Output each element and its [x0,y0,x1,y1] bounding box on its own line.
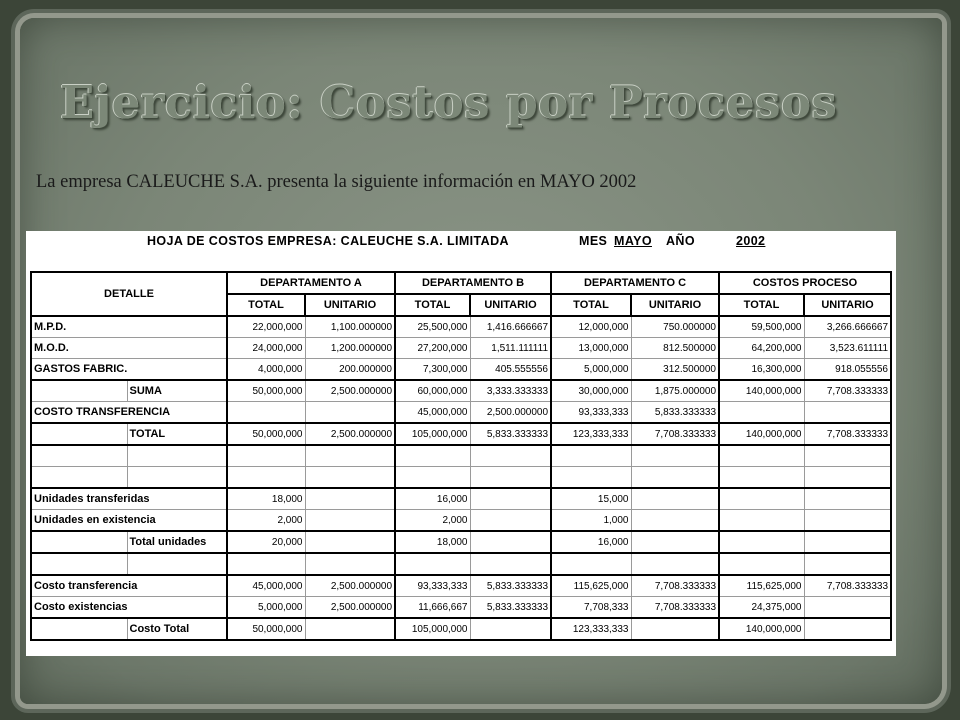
row-label: GASTOS FABRIC. [31,359,227,381]
table-cell [804,445,891,467]
row-label: Unidades transferidas [31,488,227,510]
table-cell: 50,000,000 [227,423,305,445]
table-row [31,402,891,424]
table-cell: 50,000,000 [227,618,305,640]
table-row [31,423,891,445]
table-cell [470,553,551,575]
table-cell: 7,708.333333 [631,597,719,619]
table-cell: 2,500.000000 [305,423,395,445]
table-cell: 1,000 [551,510,631,532]
table-row [31,380,891,402]
table-cell [804,402,891,424]
table-row [31,575,891,597]
sub-header: UNITARIO [631,294,719,316]
table-cell [719,531,804,553]
table-cell [719,445,804,467]
table-cell: 750.000000 [631,316,719,338]
sub-header: UNITARIO [470,294,551,316]
table-cell [804,467,891,489]
table-cell: 24,375,000 [719,597,804,619]
table-cell: 20,000 [227,531,305,553]
table-row [31,618,891,640]
cost-table-body [31,316,891,640]
table-cell: 5,833.333333 [470,597,551,619]
table-cell [305,531,395,553]
table-cell: 2,000 [395,510,470,532]
table-cell [551,467,631,489]
table-cell: 64,200,000 [719,338,804,359]
table-cell: 93,333,333 [551,402,631,424]
row-label: Costo existencias [31,597,227,619]
group-header: DEPARTAMENTO C [551,272,719,294]
table-cell [227,402,305,424]
row-sublabel: Costo Total [127,618,227,640]
table-row [31,445,891,467]
sub-header: UNITARIO [804,294,891,316]
table-cell [305,402,395,424]
table-cell [719,402,804,424]
table-cell [551,445,631,467]
table-cell: 140,000,000 [719,380,804,402]
table-row [31,488,891,510]
table-cell: 7,708.333333 [631,575,719,597]
table-cell [395,467,470,489]
table-cell: 7,708.333333 [804,423,891,445]
table-cell [305,618,395,640]
table-cell: 11,666,667 [395,597,470,619]
table-cell [395,445,470,467]
table-cell: 200.000000 [305,359,395,381]
table-cell: 1,100.000000 [305,316,395,338]
table-cell [227,467,305,489]
table-cell: 13,000,000 [551,338,631,359]
row-sublabel [127,467,227,489]
table-cell: 5,000,000 [227,597,305,619]
row-label: Costo transferencia [31,575,227,597]
table-cell [305,488,395,510]
table-cell: 140,000,000 [719,618,804,640]
sub-header: TOTAL [551,294,631,316]
table-cell: 5,833.333333 [470,575,551,597]
table-cell: 15,000 [551,488,631,510]
table-cell [395,553,470,575]
table-cell: 123,333,333 [551,423,631,445]
sub-header: UNITARIO [305,294,395,316]
table-cell [631,445,719,467]
table-cell [470,531,551,553]
table-row [31,338,891,359]
sheet-heading: HOJA DE COSTOS EMPRESA: CALEUCHE S.A. LIMITADA [147,234,509,248]
slide-title: Ejercicio: Costos por Procesos [60,76,838,129]
row-label: COSTO TRANSFERENCIA [31,402,227,424]
row-label [31,618,127,640]
mes-value: MAYO [614,234,652,248]
table-row [31,359,891,381]
table-cell [305,467,395,489]
table-cell: 12,000,000 [551,316,631,338]
row-label [31,380,127,402]
table-cell [305,510,395,532]
table-cell: 7,708.333333 [804,575,891,597]
table-cell: 2,000 [227,510,305,532]
row-label [31,531,127,553]
table-cell [470,467,551,489]
table-cell: 7,708,333 [551,597,631,619]
slide-subtitle: La empresa CALEUCHE S.A. presenta la siguiente información en MAYO 2002 [36,172,637,192]
table-cell [470,488,551,510]
cost-table [30,271,892,641]
table-cell: 7,708.333333 [804,380,891,402]
table-row [31,531,891,553]
row-sublabel: TOTAL [127,423,227,445]
table-cell: 45,000,000 [395,402,470,424]
table-cell: 105,000,000 [395,423,470,445]
table-cell: 25,500,000 [395,316,470,338]
row-label [31,553,127,575]
row-sublabel: SUMA [127,380,227,402]
table-cell: 812.500000 [631,338,719,359]
row-label: M.O.D. [31,338,227,359]
row-sublabel: Total unidades [127,531,227,553]
table-cell [719,467,804,489]
row-sublabel [127,553,227,575]
table-cell [631,467,719,489]
table-cell [631,553,719,575]
table-cell: 1,416.666667 [470,316,551,338]
table-cell [804,597,891,619]
table-cell [804,488,891,510]
table-cell: 2,500.000000 [470,402,551,424]
table-cell [305,445,395,467]
table-cell: 2,500.000000 [305,597,395,619]
table-cell: 27,200,000 [395,338,470,359]
detalle-header: DETALLE [31,272,227,316]
table-cell: 140,000,000 [719,423,804,445]
table-cell: 7,300,000 [395,359,470,381]
table-cell: 22,000,000 [227,316,305,338]
table-cell [804,618,891,640]
table-cell: 5,000,000 [551,359,631,381]
table-row [31,510,891,532]
table-cell [804,510,891,532]
table-cell: 7,708.333333 [631,423,719,445]
table-cell: 405.555556 [470,359,551,381]
table-cell [470,510,551,532]
table-cell [470,445,551,467]
table-cell [305,553,395,575]
table-cell: 123,333,333 [551,618,631,640]
table-cell: 59,500,000 [719,316,804,338]
table-cell: 918.055556 [804,359,891,381]
table-cell: 3,333.333333 [470,380,551,402]
table-cell: 18,000 [395,531,470,553]
sheet-header [26,231,896,269]
table-cell: 2,500.000000 [305,575,395,597]
table-cell [719,488,804,510]
table-cell: 5,833.333333 [631,402,719,424]
table-cell: 1,200.000000 [305,338,395,359]
table-cell [804,531,891,553]
table-cell: 50,000,000 [227,380,305,402]
group-header: DEPARTAMENTO A [227,272,395,294]
table-cell: 24,000,000 [227,338,305,359]
group-header-row [31,272,891,294]
anio-label: AÑO [666,234,695,248]
table-cell [719,510,804,532]
cost-sheet-image [26,231,896,656]
table-cell: 45,000,000 [227,575,305,597]
table-cell: 16,000 [551,531,631,553]
table-cell: 18,000 [227,488,305,510]
table-cell [631,488,719,510]
table-cell: 30,000,000 [551,380,631,402]
table-row [31,597,891,619]
row-label: M.P.D. [31,316,227,338]
table-cell: 60,000,000 [395,380,470,402]
row-label [31,467,127,489]
group-header: COSTOS PROCESO [719,272,891,294]
mes-label: MES [579,234,608,248]
table-cell [470,618,551,640]
table-cell: 3,523.611111 [804,338,891,359]
table-cell: 93,333,333 [395,575,470,597]
table-cell [719,553,804,575]
table-cell: 4,000,000 [227,359,305,381]
table-cell: 2,500.000000 [305,380,395,402]
table-cell [551,553,631,575]
table-cell: 1,875.000000 [631,380,719,402]
table-cell: 1,511.111111 [470,338,551,359]
sub-header: TOTAL [395,294,470,316]
table-cell: 115,625,000 [719,575,804,597]
group-header: DEPARTAMENTO B [395,272,551,294]
table-cell [631,618,719,640]
anio-value: 2002 [736,234,766,248]
table-cell [227,553,305,575]
table-row [31,467,891,489]
sub-header: TOTAL [719,294,804,316]
row-sublabel [127,445,227,467]
table-cell: 16,000 [395,488,470,510]
row-label [31,445,127,467]
table-cell: 16,300,000 [719,359,804,381]
table-cell [804,553,891,575]
table-cell: 3,266.666667 [804,316,891,338]
sub-header: TOTAL [227,294,305,316]
table-cell: 115,625,000 [551,575,631,597]
table-cell [631,510,719,532]
table-cell [227,445,305,467]
table-row [31,553,891,575]
table-cell [631,531,719,553]
row-label: Unidades en existencia [31,510,227,532]
table-cell: 105,000,000 [395,618,470,640]
table-cell: 312.500000 [631,359,719,381]
table-row [31,316,891,338]
table-cell: 5,833.333333 [470,423,551,445]
row-label [31,423,127,445]
